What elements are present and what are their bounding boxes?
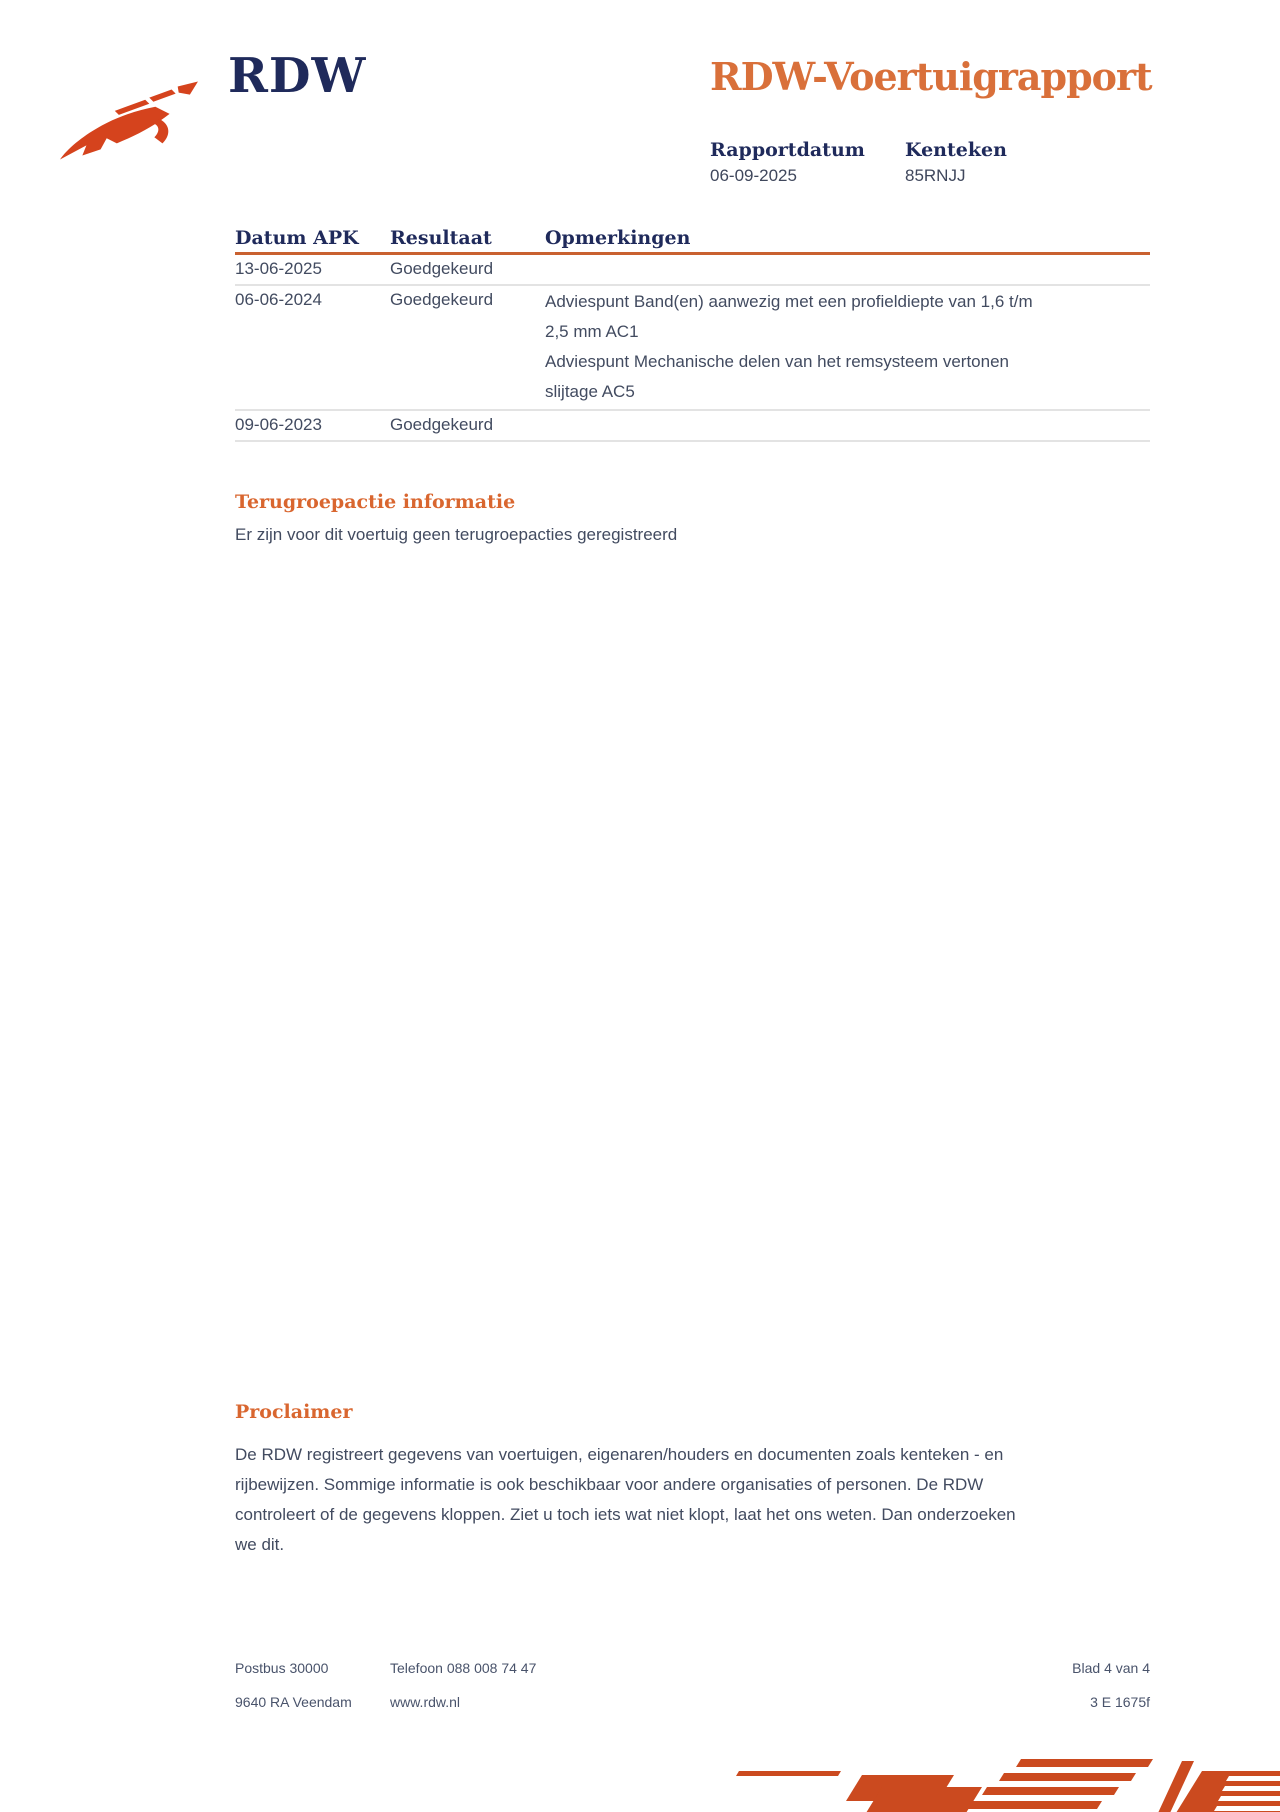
apk-history-table [235,226,1150,442]
footer-form-code: 3 E 1675f [1090,1694,1150,1710]
apk-date: 09-06-2023 [235,415,322,434]
column-header-opmerkingen: Opmerkingen [545,227,691,249]
recall-section-text: Er zijn voor dit voertuig geen terugroepacties geregistreerd [235,525,678,544]
footer-page-indicator: Blad 4 van 4 [1072,1660,1150,1676]
rdw-wordmark: RDW [228,48,367,104]
apk-date: 13-06-2025 [235,259,322,278]
apk-remarks [545,287,1150,407]
license-plate-label: Kenteken [905,139,1007,161]
apk-remarks [545,412,1150,438]
table-row [235,255,1150,286]
footer-website: www.rdw.nl [390,1694,461,1710]
apk-result: Goedgekeurd [390,259,494,278]
footer-address-line1: Postbus 30000 [235,1660,329,1676]
page-title: RDW-Voertuigrapport [710,54,1152,99]
report-date-label: Rapportdatum [710,139,865,161]
license-plate-value: 85RNJJ [905,166,966,185]
apk-result: Goedgekeurd [390,290,494,309]
apk-date: 06-06-2024 [235,290,322,309]
recall-section-heading: Terugroepactie informatie [235,491,516,513]
report-date-value: 06-09-2025 [710,166,797,185]
column-header-datum-apk: Datum APK [235,227,359,249]
table-row [235,411,1150,442]
apk-remark-line: Adviespunt Mechanische delen van het remsysteem vertonen slijtage AC5 [545,352,1009,401]
apk-result: Goedgekeurd [390,415,494,434]
apk-table-header [235,226,1150,255]
proclaimer-text: De RDW registreert gegevens van voertuigen, eigenaren/houders en documenten zoals kenteken - en rijbewijzen. Sommige informatie is ook beschikbaar voor andere organisaties of personen. De RDW controleert of de gegevens kloppen. Ziet u toch iets wat niet klopt, laat het ons weten. Dan onderzoeken we dit. [235,1445,1016,1554]
apk-remark-line: Adviespunt Band(en) aanwezig met een profieldiepte van 1,6 t/m 2,5 mm AC1 [545,292,1033,341]
apk-remarks [545,256,1150,282]
rdw-swoosh-icon [58,80,200,162]
bottom-stripes-decoration [716,1741,1280,1812]
table-row [235,286,1150,411]
column-header-resultaat: Resultaat [390,227,492,249]
proclaimer-heading: Proclaimer [235,1401,353,1423]
footer-phone: Telefoon 088 008 74 47 [390,1660,537,1676]
footer-address-line2: 9640 RA Veendam [235,1694,352,1710]
